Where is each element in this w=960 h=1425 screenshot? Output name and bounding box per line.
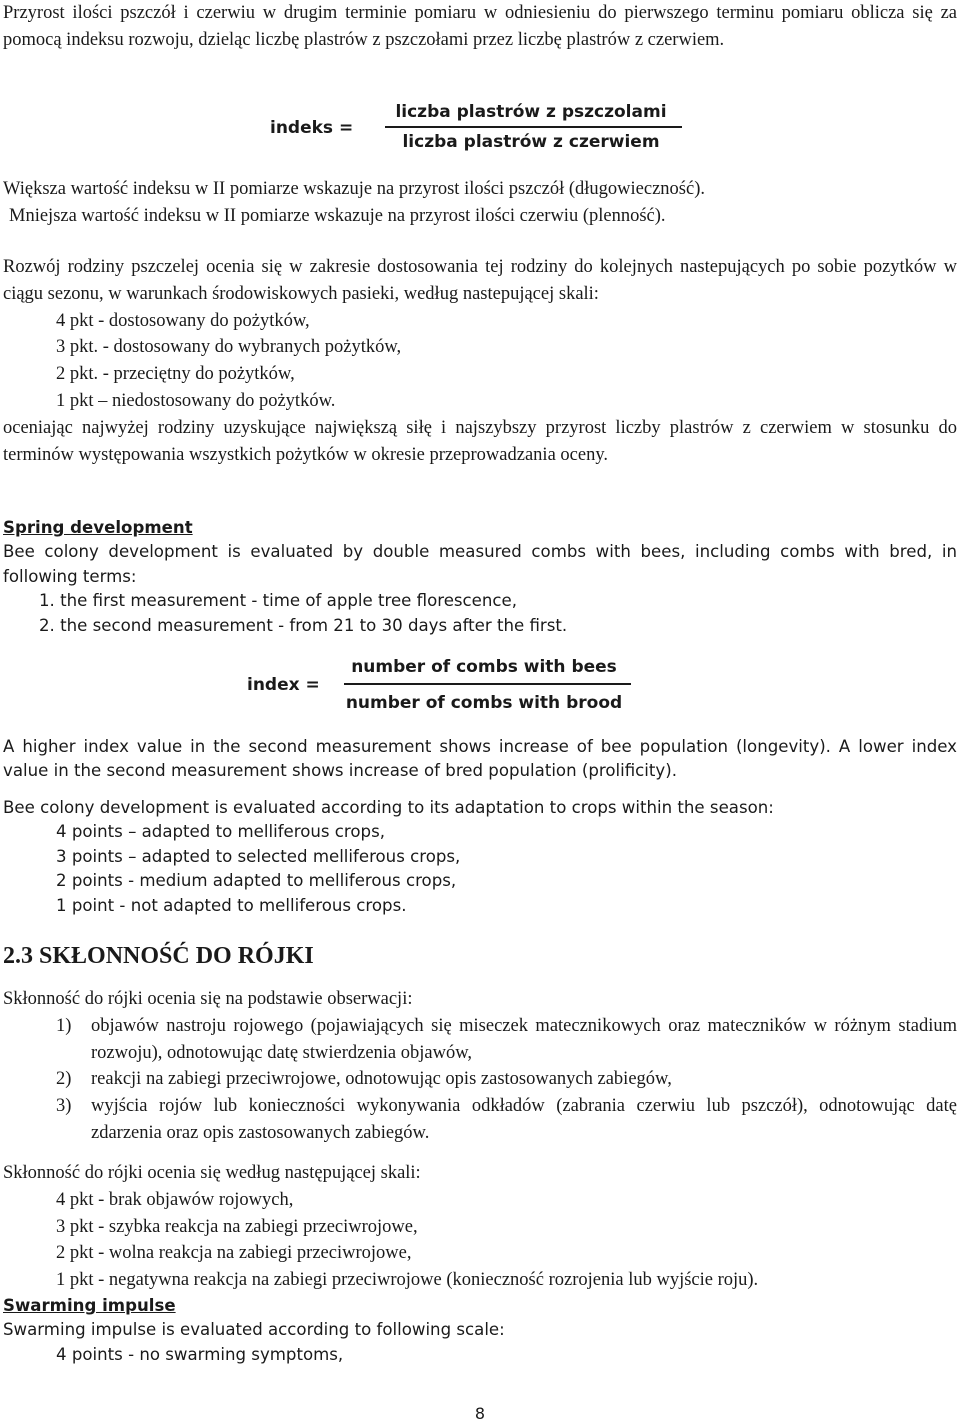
pl-swarm-observation-number: 1) (56, 1015, 72, 1036)
pl-swarm-scale-item: 1 pkt - negatywna reakcja na zabiegi przeciwrojowe (konieczność rozrojenia lub wyjście roju). (56, 1270, 759, 1291)
pl-swarm-observation-text: reakcji na zabiegi przeciwrojowe, odnotowując opis zastosowanych zabiegów, (91, 1069, 672, 1090)
en-spring-section (3, 516, 957, 638)
en-adaptation-scale-item: 1 point - not adapted to melliferous crops. (56, 895, 407, 915)
pl-development-intro: Rozwój rodziny pszczelej ocenia się w zakresie dostosowania tej rodziny do kolejnych nastepujących po sobie pozytków w ciągu sezonu, w warunkach środowiskowych pasieki, według nastepującej skali: (3, 257, 957, 304)
pl-swarm-observation-item (3, 1066, 957, 1093)
pl-swarm-scale-intro: Skłonność do rójki ocenia się według następującej skali: (3, 1163, 421, 1183)
en-adaptation-scale-item: 4 points – adapted to melliferous crops, (56, 822, 385, 842)
pl-formula-denominator: liczba plastrów z czerwiem (402, 132, 660, 152)
pl-swarm-observation-section (3, 986, 957, 1147)
pl-development-section (3, 254, 957, 468)
pl-swarm-observation-text: objawów nastroju rojowego (pojawiających się miseczek matecznikowych oraz mateczników w różnym stadium rozwoju), odnotowując datę stwierdzenia objawów, (91, 1015, 957, 1063)
en-formula-denominator: number of combs with brood (345, 693, 623, 713)
en-swarm-section (3, 1294, 957, 1367)
en-adaptation-scale-item: 3 points – adapted to selected melliferous crops, (56, 846, 461, 866)
pl-development-scale-item: 4 pkt - dostosowany do pożytków, (56, 310, 310, 331)
pl-development-scale-item: 3 pkt. - dostosowany do wybranych pożytków, (56, 337, 402, 358)
pl-swarm-scale-item: 3 pkt - szybka reakcja na zabiegi przeciwrojowe, (56, 1216, 418, 1237)
pl-formula-numerator: liczba plastrów z pszczolami (395, 102, 667, 122)
en-formula-fraction-line (344, 683, 631, 685)
pl-swarm-scale-section (3, 1160, 957, 1294)
en-adaptation-scale-item: 2 points - medium adapted to melliferous crops, (56, 871, 457, 891)
pl-formula-fraction-line (385, 126, 682, 128)
pl-development-scale-item: 1 pkt – niedostosowany do pożytków. (56, 390, 336, 411)
en-formula-lhs: index = (247, 675, 320, 695)
pl-swarm-observation-item (3, 1013, 957, 1067)
pl-swarm-intro: Skłonność do rójki ocenia się na podstawie obserwacji: (3, 989, 413, 1009)
pl-index-notes (3, 176, 957, 230)
en-spring-term: 1. the first measurement - time of apple tree florescence, (39, 591, 518, 611)
pl-swarm-observation-number: 2) (56, 1069, 72, 1090)
pl-swarm-observation-item (3, 1093, 957, 1147)
pl-index-note-higher: Większa wartość indeksu w II pomiarze wskazuje na przyrost ilości pszczół (długowieczność). (3, 179, 706, 199)
pl-swarm-observation-text: wyjścia rojów lub konieczności wykonywania odkładów (zabrania czerwiu lub pszczół), odnotowując datę zdarzenia oraz opis zastosowanych zabiegów. (91, 1096, 957, 1143)
pl-swarm-scale-item: 2 pkt - wolna reakcja na zabiegi przeciwrojowe, (56, 1243, 412, 1264)
en-swarm-intro: Swarming impulse is evaluated according to following scale: (3, 1320, 505, 1340)
pl-development-scale-item: 2 pkt. - przeciętny do pożytków, (56, 364, 295, 385)
en-index-formula (0, 655, 960, 719)
en-index-note: A higher index value in the second measurement shows increase of bee population (longevity). A lower index value in the second measurement shows increase of bred population (prolificity). (3, 737, 957, 781)
pl-swarm-scale-item: 4 pkt - brak objawów rojowych, (56, 1189, 294, 1210)
en-swarm-scale-item: 4 points - no swarming symptoms, (56, 1344, 344, 1364)
en-formula-numerator: number of combs with bees (351, 657, 617, 677)
section-heading: 2.3 SKŁONNOŚĆ DO RÓJKI (3, 943, 314, 969)
page-number: 8 (474, 1404, 486, 1423)
en-spring-term: 2. the second measurement - from 21 to 30 days after the first. (39, 615, 568, 635)
pl-formula-lhs: indeks = (270, 118, 354, 138)
pl-development-outro: oceniając najwyżej rodziny uzyskujące największą siłę i najszybszy przyrost liczby plastrów z czerwiem w stosunku do terminów występowania wszystkich pożytków w okresie przeprowadzania oceny. (3, 417, 957, 465)
pl-intro-paragraph: Przyrost ilości pszczół i czerwiu w drugim terminie pomiaru w odniesieniu do pierwszego terminu pomiaru oblicza się za pomocą indeksu rozwoju, dzieląc liczbę plastrów z pszczołami przez liczbę plastrów z czerwiem. (3, 3, 957, 50)
en-adaptation-section (3, 796, 957, 918)
en-spring-intro: Bee colony development is evaluated by double measured combs with bees, including combs with bred, in following terms: (3, 542, 957, 586)
en-spring-heading: Spring development (3, 518, 193, 537)
pl-swarm-observation-number: 3) (56, 1096, 72, 1117)
en-adaptation-intro: Bee colony development is evaluated according to its adaptation to crops within the season: (3, 798, 774, 817)
pl-index-formula (0, 100, 960, 160)
en-swarm-heading: Swarming impulse (3, 1296, 176, 1315)
pl-index-note-lower: Mniejsza wartość indeksu w II pomiarze wskazuje na przyrost ilości czerwiu (plenność). (9, 205, 666, 226)
